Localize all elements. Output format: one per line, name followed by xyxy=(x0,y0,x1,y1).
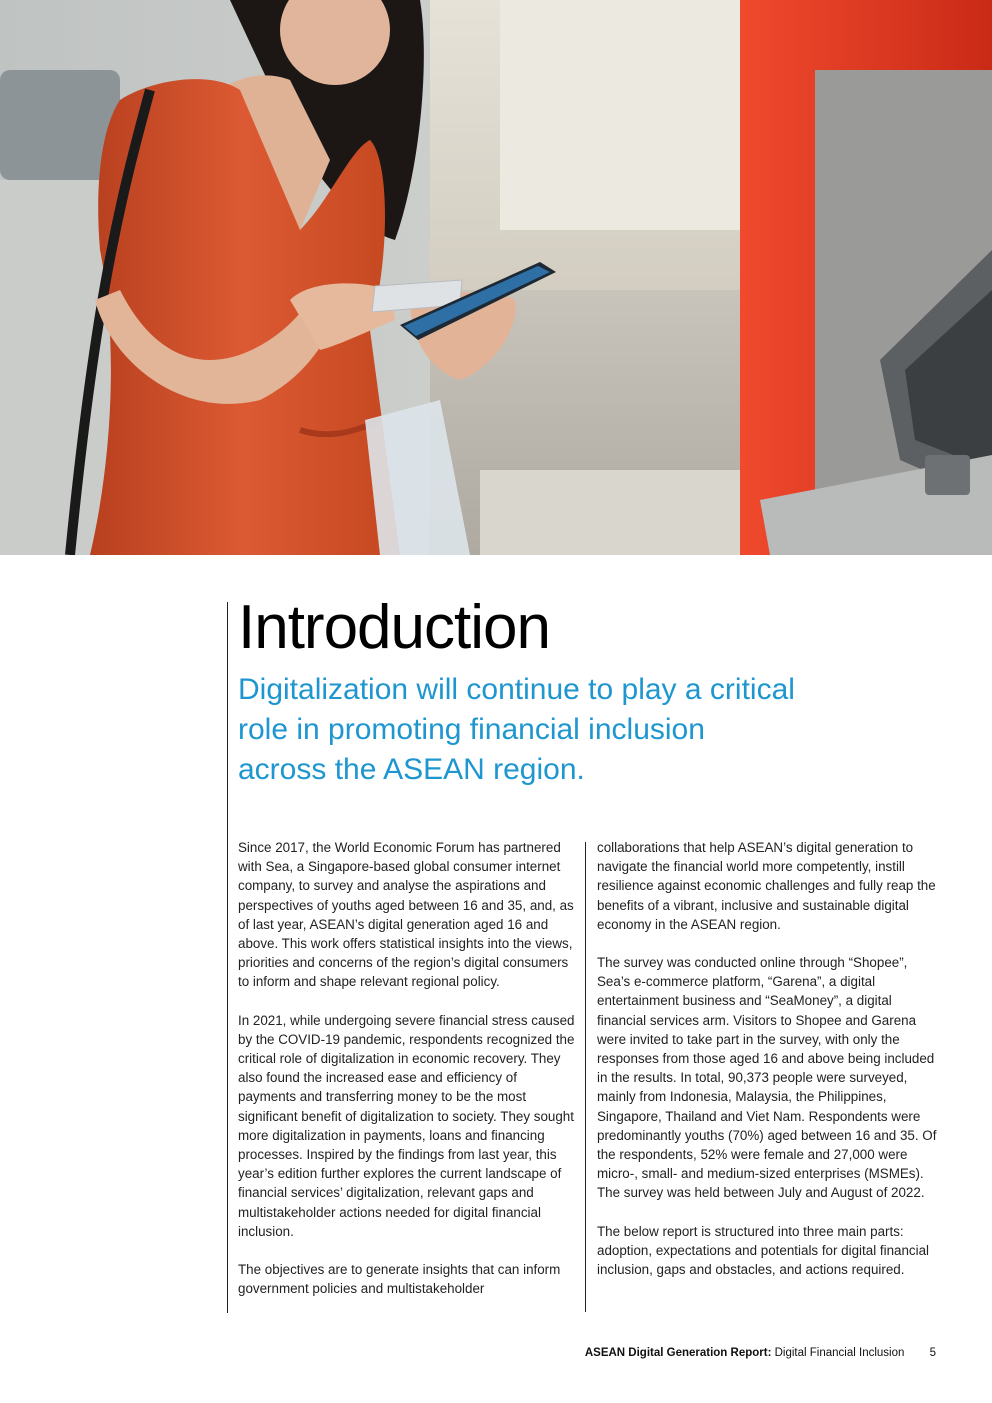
page-title: Introduction xyxy=(238,593,550,662)
page-subtitle: Digitalization will continue to play a critical role in promoting financial inclusion across the ASEAN region. xyxy=(238,673,795,786)
paragraph: The survey was conducted online through “Shopee”, Sea’s e-commerce platform, “Garena”, a digital entertainment business and “SeaMoney”, a digital financial services arm. Visitors to Shopee and Garena were invited to take part in the survey, with only the responses from those aged 16 and above being included in the results. In total, 90,373 people were surveyed, mainly from Indonesia, Malaysia, the Philippines, Singapore, Thailand and Viet Nam. Respondents were predominantly youths (70%) aged between 16 and 35. Of the respondents, 52% were female and 27,000 were micro-, small- and medium-sized enterprises (MSMEs). The survey was held between July and August of 2022. xyxy=(597,955,937,1201)
footer-report-subtitle: Digital Financial Inclusion xyxy=(774,1347,905,1359)
page-footer xyxy=(585,1347,936,1359)
paragraph: The objectives are to generate insights that can inform government policies and multistakeholder xyxy=(238,1262,561,1297)
paragraph: Since 2017, the World Economic Forum has partnered with Sea, a Singapore-based global consumer internet company, to survey and analyse the aspirations and perspectives of youths aged between 16 and 35, and, as of last year, ASEAN’s digital generation aged 16 and above. This work offers statistical insights into the views, priorities and concerns of the region’s digital consumers to inform and shape relevant regional policy. xyxy=(238,840,574,990)
text-column-right xyxy=(597,838,937,1298)
footer-report-name: ASEAN Digital Generation Report: xyxy=(584,1347,772,1359)
column-divider xyxy=(585,842,586,1312)
paragraph: In 2021, while undergoing severe financial stress caused by the COVID-19 pandemic, respondents recognized the critical role of digitalization in economic recovery. They also found the increased ease and efficiency of payments and transferring money to be the most significant benefit of digitalization to society. They sought more digitalization in payments, loans and financing processes. Inspired by the findings from last year, this year’s edition further explores the current landscape of financial services’ digitalization, relevant gaps and multistakeholder actions needed for digital financial inclusion. xyxy=(238,1012,575,1239)
title-rule xyxy=(227,602,228,1313)
paragraph: The below report is structured into three main parts: adoption, expectations and potentials for digital financial inclusion, gaps and obstacles, and actions required. xyxy=(597,1223,930,1278)
text-column-left xyxy=(238,838,578,1317)
hero-photo xyxy=(0,0,992,555)
hero-illustration xyxy=(0,0,992,555)
card-slot xyxy=(925,455,970,495)
paragraph: collaborations that help ASEAN’s digital generation to navigate the financial world more competently, instill resilience against economic challenges and fully reap the benefits of a vibrant, inclusive and sustainable digital economy in the ASEAN region. xyxy=(597,840,936,932)
page-number: 5 xyxy=(929,1347,936,1359)
